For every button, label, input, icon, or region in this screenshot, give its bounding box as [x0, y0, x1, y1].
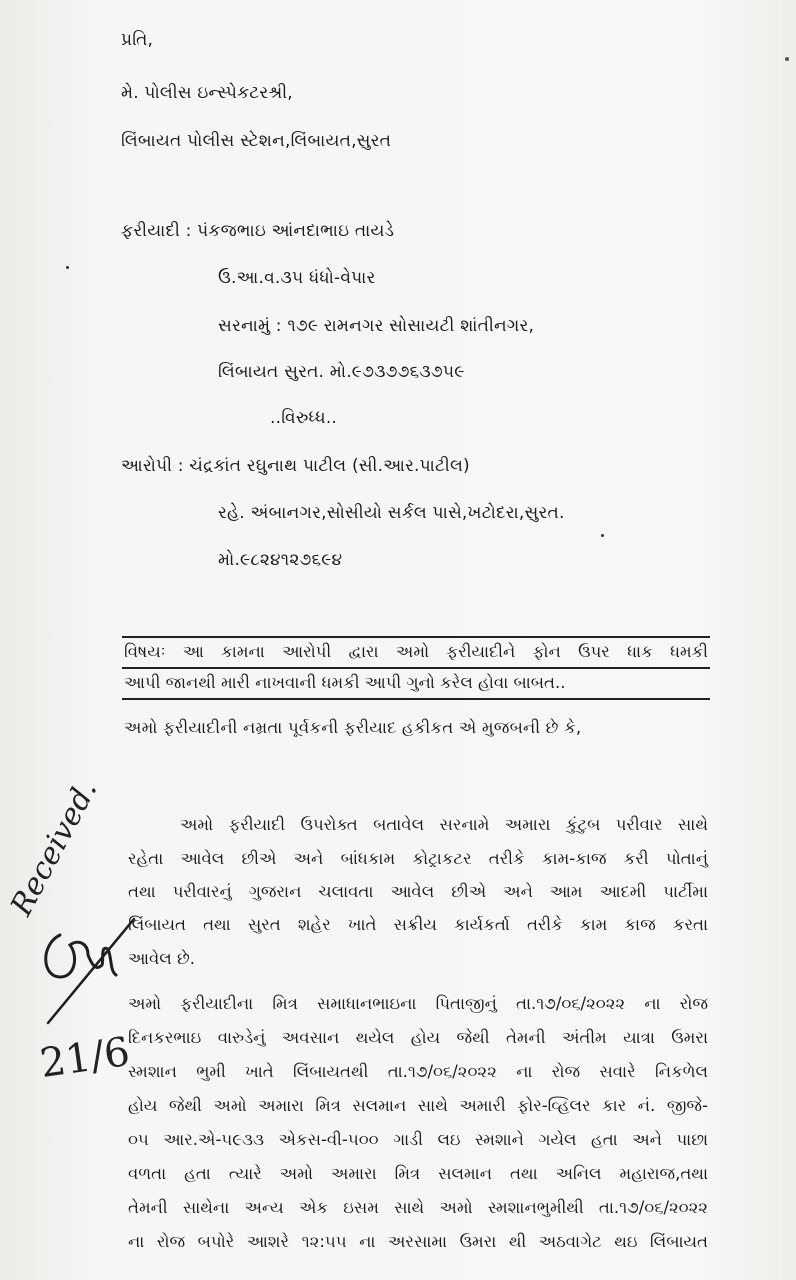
signature-mark: [30, 915, 140, 1025]
para2-line: અમો ફરીયાદીના મિત્ર સમાધાનભાઇના પિતાજીનું તા.૧૭/૦૬/૨૦૨૨ ના રોજ: [128, 994, 708, 1013]
signature-stroke: [46, 935, 116, 977]
handwritten-date: 21/6: [37, 1028, 133, 1088]
accused-mobile: મો.૯૮૨૪૧૨૭૬૯૪: [218, 550, 343, 570]
para1-line: આવેલ છે.: [128, 949, 195, 968]
para2-line: હોય જેથી અમો અમારા મિત્ર સલમાન સાથે અમારી ફોર-વ્હિલર કાર નં. જીજે-: [128, 1096, 708, 1115]
subject-line-2: આપી જાનથી મારી નાખવાની ધમકી આપી ગુનો કરેલ હોવા બાબત..: [124, 673, 566, 692]
para1-line: અમો ફરીયાદી ઉપરોક્ત બતાવેલ સરનામે અમારા કુંટુબ પરીવાર સાથે: [180, 815, 708, 834]
received-handwritten-note: Received.: [4, 774, 105, 922]
complainant-name: ફરીયાદી : પંકજભાઇ આંનદાભાઇ તાયડે: [121, 221, 395, 241]
address-to: પ્રતિ,: [121, 30, 154, 50]
accused-name: આરોપી : ચંદ્રકાંત રઘુનાથ પાટીલ (સી.આર.પાટીલ): [121, 456, 470, 476]
accused-residence: રહે. અંબાનગર,સોસીયો સર્કલ પાસે,ખટોદરા,સુરત.: [218, 503, 565, 523]
subject-line-1: વિષયઃ આ કામના આરોપી દ્વારા અમો ફરીયાદીને ફોન ઉપર ધાક ધમકી: [124, 642, 708, 661]
subject-bottom-rule: [122, 698, 710, 700]
para2-line: તેમની સાથેના અન્ય એક ઇસમ સાથે અમો સ્મશાનભુમીથી તા.૧૭/૦૬/૨૦૨૨: [128, 1198, 708, 1217]
address-officer: મે. પોલીસ ઇન્સ્પેકટરશ્રી,: [121, 83, 293, 103]
subject-top-rule: [122, 636, 710, 638]
stray-mark: [601, 534, 604, 537]
complainant-address-1: સરનામું : ૧૭૯ રામનગર સોસાયટી શાંતીનગર,: [218, 316, 535, 336]
para2-line: સ્મશાન ભુમી ખાતે લિંબાયતથી તા.૧૭/૦૬/૨૦૨૨ ના રોજ સવારે નિકળેલ: [128, 1062, 708, 1081]
complainant-age-occupation: ઉ.આ.વ.૩૫ ધંધો-વેપાર: [218, 268, 376, 288]
address-station: લિંબાયત પોલીસ સ્ટેશન,લિંબાયત,સુરત: [121, 131, 392, 151]
para2-line: વળતા હતા ત્યારે અમો અમારા મિત્ર સલમાન તથા અનિલ મહારાજ,તથા: [128, 1164, 708, 1183]
para1-line: રહેતા આવેલ છીએ અને બાંધકામ કોટ્રાકટર તરીકે કામ-કાજ કરી પોતાનું: [128, 849, 708, 868]
subject-block: [122, 636, 710, 700]
complainant-address-2: લિંબાયત સુરત. મો.૯૭૩૭૭૬૩૭૫૯: [218, 362, 465, 382]
para2-line: ૦૫ આર.એ-૫૯૩૩ એકસ-વી-૫૦૦ ગાડી લઇ સ્મશાને ગયેલ હતા અને પાછા: [128, 1130, 708, 1149]
stray-mark: [66, 266, 69, 269]
para2-line: દિનકરભાઇ વારુડેનું અવસાન થયેલ હોય જેથી તેમની અંતીમ યાત્રા ઉમરા: [128, 1028, 708, 1047]
para1-line: તથા પરીવારનું ગુજરાન ચલાવતા આવેલ છીએ અને આમ આદમી પાર્ટીમા: [128, 882, 708, 901]
versus-label: ..વિરુધ્ધ..: [270, 408, 338, 428]
intro-line: અમો ફરીયાદીની નમ્રતા પૂર્વકની ફરીયાદ હકીકત એ મુજબની છે કે,: [124, 718, 582, 737]
stray-mark: [785, 57, 789, 61]
para2-line: ના રોજ બપોરે આશરે ૧૨:૫૫ ના અરસામા ઉમરા થી અઠવાગેટ થઇ લિંબાયત: [128, 1232, 708, 1251]
para1-line: લિંબાયત તથા સુરત શહેર ખાતે સક્રીય કાર્યકર્તા તરીકે કામ કાજ કરતા: [128, 915, 708, 934]
subject-mid-rule: [122, 667, 710, 669]
